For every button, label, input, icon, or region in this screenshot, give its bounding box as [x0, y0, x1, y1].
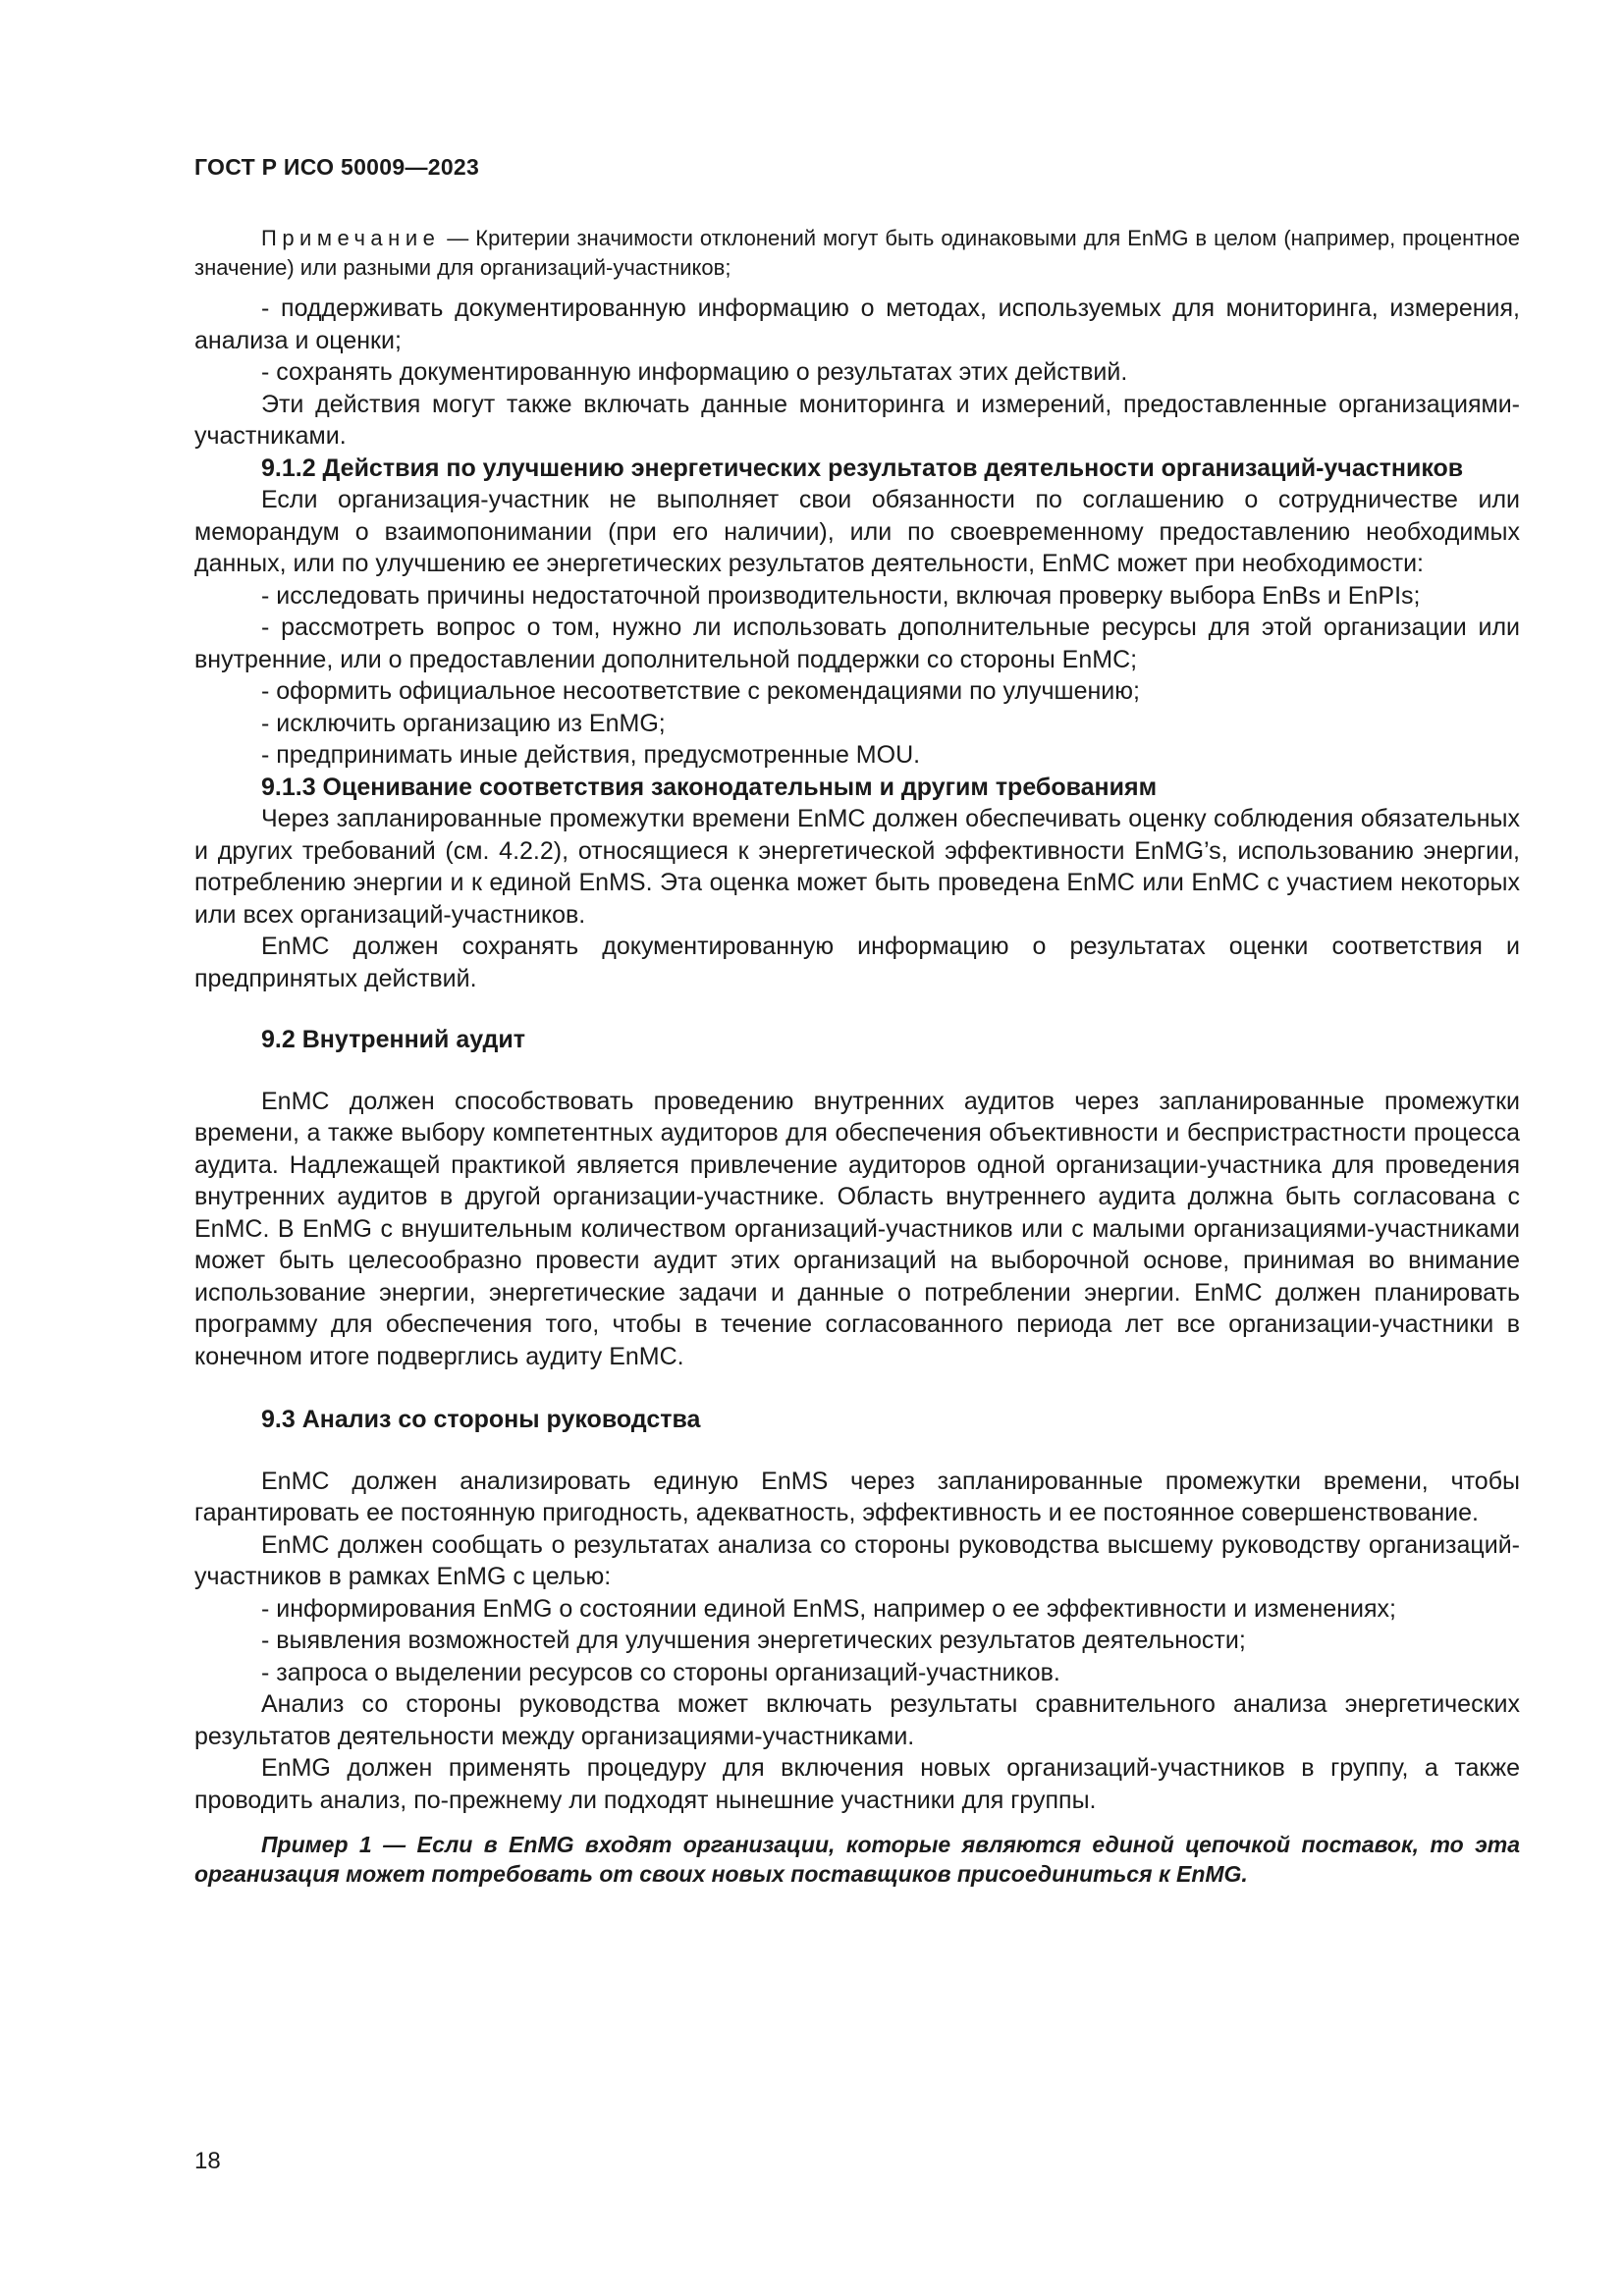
list-item-investigate: - исследовать причины недостаточной производительности, включая проверку выбора EnBs и EnPIs;	[261, 581, 1421, 610]
paragraph-new-participants: EnMG должен применять процедуру для включения новых организаций-участников в группу, а также проводить анализ, по-прежнему ли подходят нынешние участники для группы.	[194, 1754, 1520, 1814]
list-item-exclude: - исключить организацию из EnMG;	[261, 709, 666, 737]
section-heading-9-3: 9.3 Анализ со стороны руководства	[261, 1406, 701, 1433]
section-heading-9-1-3: 9.1.3 Оценивание соответствия законодательным и другим требованиям	[261, 773, 1158, 801]
section-heading-9-1-2: 9.1.2 Действия по улучшению энергетических результатов деятельности организаций-участников	[261, 454, 1464, 482]
paragraph-management-review: EnMC должен анализировать единую EnMS через запланированные промежутки времени, чтобы гарантировать ее постоянную пригодность, адекватность, эффективность и ее постоянное совершенствование.	[194, 1467, 1520, 1526]
list-item-improvement-opportunities: - выявления возможностей для улучшения энергетических результатов деятельности;	[261, 1627, 1246, 1654]
note-text: — Критерии значимости отклонений могут быть одинаковыми для EnMG в целом (например, процентное значение) или разными для организаций-участников;	[194, 226, 1520, 280]
list-item-maintain-info: - поддерживать документированную информацию о методах, используемых для мониторинга, измерения, анализа и оценки;	[194, 294, 1520, 354]
paragraph-benchmarking: Анализ со стороны руководства может включать результаты сравнительного анализа энергетических результатов деятельности между организациями-участниками.	[194, 1690, 1520, 1750]
paragraph-review-communication: EnMC должен сообщать о результатах анализа со стороны руководства высшему руководству организаций-участников в рамках EnMG с целью:	[194, 1530, 1520, 1590]
page-number: 18	[194, 2148, 221, 2174]
paragraph-internal-audit: EnMC должен способствовать проведению внутренних аудитов через запланированные промежутки времени, а также выбору компетентных аудиторов для обеспечения объективности и беспристрастности процесса аудита. Надлежащей практикой является привлечение аудиторов одной организации-участника для проведения внутренних аудитов в другой организации-участнике. Область внутреннего аудита должна быть согласована с EnMC. В EnMG с внушительным количеством организаций-участников или с малыми организациями-участниками может быть целесообразно провести аудит этих организаций на выборочной основе, принимая во внимание использование энергии, энергетические задачи и данные о потреблении энергии. EnMC должен планировать программу для обеспечения того, чтобы в течение согласованного периода лет все организации-участники в конечном итоге подверглись аудиту EnMC.	[194, 1087, 1520, 1370]
document-code-header: ГОСТ Р ИСО 50009—2023	[194, 154, 480, 180]
section-heading-9-2: 9.2 Внутренний аудит	[261, 1026, 526, 1053]
paragraph-retain-compliance-info: EnMC должен сохранять документированную информацию о результатах оценки соответствия и предпринятых действий.	[194, 933, 1520, 992]
paragraph-participant-obligations: Если организация-участник не выполняет свои обязанности по соглашению о сотрудничестве или меморандум о взаимопонимании (при его наличии), или по своевременному предоставлению необходимых данных, или по улучшению ее энергетических результатов деятельности, EnMC может при необходимости:	[194, 486, 1520, 577]
list-item-nonconformity: - оформить официальное несоответствие с рекомендациями по улучшению;	[261, 677, 1140, 705]
list-item-resources: - рассмотреть вопрос о том, нужно ли использовать дополнительные ресурсы для этой организации или внутренние, или о предоставлении дополнительной поддержки со стороны EnMC;	[194, 614, 1520, 673]
list-item-other-actions: - предпринимать иные действия, предусмотренные MOU.	[261, 741, 921, 769]
list-item-inform-status: - информирования EnMG о состоянии единой EnMS, например о ее эффективности и изменениях;	[261, 1594, 1396, 1623]
list-item-retain-info: - сохранять документированную информацию о результатах этих действий.	[261, 358, 1128, 386]
note-label: Примечание	[261, 226, 441, 250]
note-paragraph	[194, 224, 1520, 283]
list-item-resource-request: - запроса о выделении ресурсов со стороны организаций-участников.	[261, 1658, 1060, 1686]
paragraph-monitoring-data: Эти действия могут также включать данные мониторинга и измерений, предоставленные организациями-участниками.	[194, 390, 1520, 450]
page-body	[194, 224, 1520, 1889]
paragraph-compliance-evaluation: Через запланированные промежутки времени EnMC должен обеспечивать оценку соблюдения обязательных и других требований (см. 4.2.2), относящиеся к энергетической эффективности EnMG’s, использованию энергии, потреблению энергии и к единой EnMS. Эта оценка может быть проведена EnMC или EnMC с участием некоторых или всех организаций-участников.	[194, 805, 1520, 929]
example-1: Пример 1 — Если в EnMG входят организации, которые являются единой цепочкой поставок, то эта организация может потребовать от своих новых поставщиков присоединиться к EnMG.	[194, 1832, 1520, 1887]
